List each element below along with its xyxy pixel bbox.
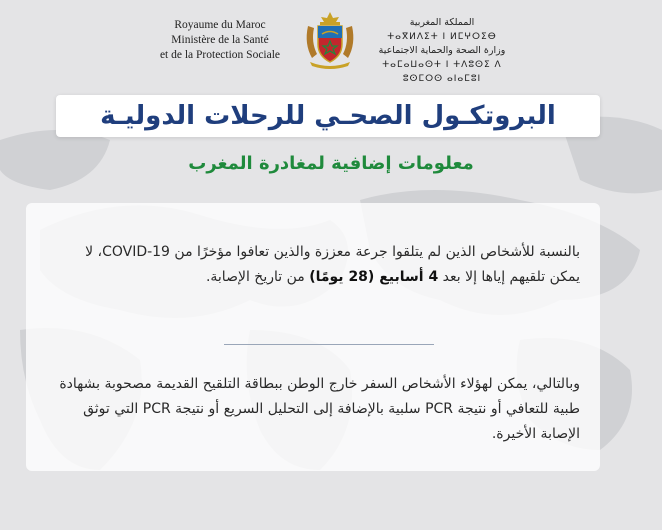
header-fr-line3: et de la Protection Sociale	[159, 49, 281, 61]
moroccan-coat-of-arms-icon	[302, 10, 358, 70]
paragraph-recovered-booster	[52, 240, 580, 290]
paragraph-travel-conditions: وبالتالي، يمكن لهؤلاء الأشخاص السفر خارج الوطن ببطاقة التلقيح القديمة مصحوبة بشهادة طبية للتعافي أو نتيجة PCR سلبية بالإضافة إلى التحليل السريع أو نتيجة PCR التي توثق الإصابة الأخيرة.	[59, 376, 580, 442]
header-ar-line2: وزارة الصحة والحماية الاجتماعية	[378, 45, 506, 56]
paragraph1-text-start: بالنسبة للأشخاص الذين لم يتلقوا جرعة معززة والذين تعافوا مؤخرًا من COVID-19، لا يمكن تلقيهم إياها إلا بعد	[85, 244, 580, 285]
header-tifinagh-line1: ⵜⴰⴳⵍⴷⵉⵜ ⵏ ⵍⵎⵖⵔⵉⴱ	[387, 32, 497, 42]
page-title: البروتكـول الصحـي للرحلات الدوليـة	[100, 101, 556, 131]
header-fr-line1: Royaume du Maroc	[174, 19, 266, 31]
header-fr-line2: Ministère de la Santé	[171, 34, 269, 46]
header-ar-line1: المملكة المغربية	[409, 17, 475, 28]
ministry-header-arabic	[372, 16, 512, 86]
page-subtitle: معلومات إضافية لمغادرة المغرب	[188, 153, 474, 174]
paragraph1-bold-duration: 4 أسابيع (28 يومًا)	[309, 269, 439, 285]
title-banner	[56, 95, 600, 137]
divider	[224, 344, 434, 345]
paragraph1-text-end: من تاريخ الإصابة.	[205, 269, 310, 285]
header-tifinagh-line2: ⵜⴰⵎⴰⵡⴰⵙⵜ ⵏ ⵜⴷⵓⵙⵉ ⴷ ⵓⵙⵎⵔⵙ ⴰⵏⴰⵎⵓⵏ	[382, 60, 502, 84]
ministry-header-french	[150, 18, 290, 63]
